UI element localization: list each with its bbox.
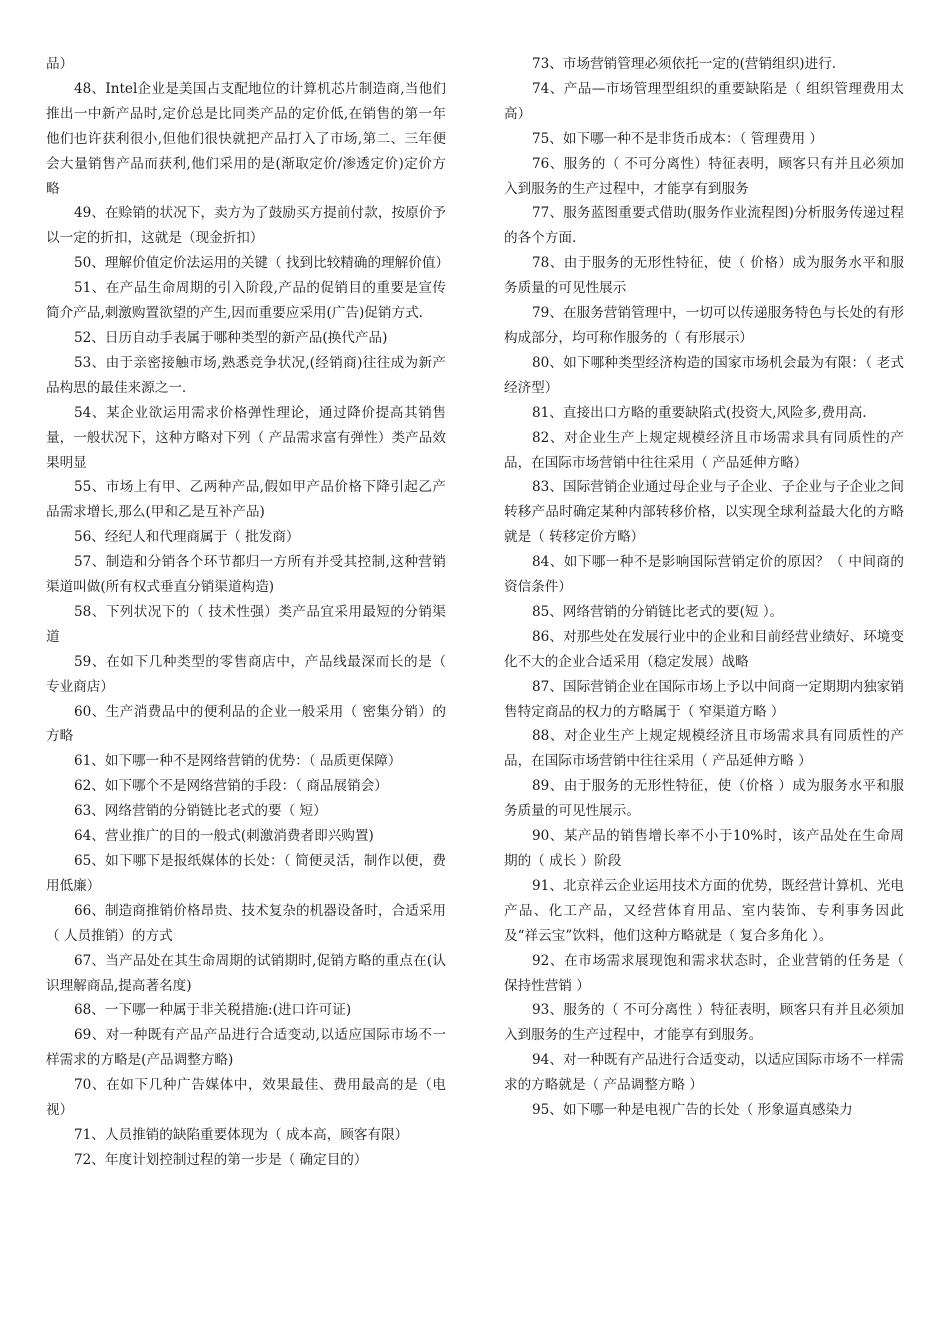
question-item: 91、北京祥云企业运用技术方面的优势，既经营计算机、光电产品、化工产品，又经营体育用品、室内装饰、专利事务因此及“祥云宝”饮料，他们这种方略就是（ 复合多角化 ）。: [504, 877, 904, 944]
question-item: 59、在如下几种类型的零售商店中，产品线最深而长的是（ 专业商店）: [46, 653, 446, 695]
question-item: 84、如下哪一种不是影响国际营销定价的原因？（ 中间商的资信条件）: [504, 554, 904, 596]
question-item: 64、营业推广的目的一般式(刺激消费者即兴购置): [74, 828, 374, 845]
question-item: 92、在市场需求展现饱和需求状态时，企业营销的任务是（ 保持性营销 ）: [504, 952, 904, 994]
question-item: 52、日历自动手表属于哪种类型的新产品(换代产品): [74, 329, 388, 346]
question-item: 80、如下哪种类型经济构造的国家市场机会最为有限：（ 老式经济型）: [504, 354, 904, 396]
question-item: 85、网络营销的分销链比老式的要(短 ）。: [532, 603, 784, 620]
question-item: 77、服务蓝图重要式借助(服务作业流程图)分析服务传递过程的各个方面.: [504, 205, 904, 247]
question-item: 49、在赊销的状况下，卖方为了鼓励买方提前付款，按原价予以一定的折扣，这就是（现金折扣）: [46, 205, 446, 247]
question-item: 50、理解价值定价法运用的关键（ 找到比较精确的理解价值）: [74, 255, 450, 272]
question-item: 68、一下哪一种属于非关税措施:(进口许可证): [74, 1002, 352, 1019]
question-item: 82、对企业生产上规定规模经济且市场需求具有同质性的产品，在国际市场营销中往往采用（ 产品延伸方略）: [504, 429, 904, 471]
question-item: 53、由于亲密接触市场,熟悉竞争状况,(经销商)往往成为新产品构思的最佳来源之一.: [46, 354, 446, 396]
question-item: 72、年度计划控制过程的第一步是（ 确定目的）: [74, 1151, 368, 1168]
question-item: 87、国际营销企业在国际市场上予以中间商一定期期内独家销售特定商品的权力的方略属于（ 窄渠道方略 ）: [504, 678, 904, 720]
question-item: 69、对一种既有产品产品进行合适变动,以适应国际市场不一样需求的方略是(产品调整方略): [46, 1027, 446, 1069]
question-item: 95、如下哪一种是电视广告的长处（ 形象逼真感染力: [532, 1102, 853, 1119]
question-item: 76、服务的（ 不可分离性）特征表明，顾客只有并且必须加入到服务的生产过程中，才能享有到服务: [504, 155, 904, 197]
question-item: 74、产品—市场管理型组织的重要缺陷是（ 组织管理费用太高）: [504, 80, 904, 122]
question-item: 79、在服务营销管理中，一切可以传递服务特色与长处的有形构成部分，均可称作服务的（ 有形展示）: [504, 305, 904, 346]
question-item: 71、人员推销的缺陷重要体现为（ 成本高，顾客有限）: [74, 1126, 409, 1143]
question-item: 63、网络营销的分销链比老式的要（ 短）: [74, 803, 327, 820]
question-item: 56、经纪人和代理商属于（ 批发商）: [74, 529, 300, 546]
question-item: 75、如下哪一种不是非货币成本：（ 管理费用 ）: [532, 130, 824, 147]
question-item: 70、在如下几种广告媒体中，效果最佳、费用最高的是（电视）: [46, 1077, 446, 1119]
right-column: [504, 52, 904, 1123]
question-item: 48、Intel企业是美国占支配地位的计算机芯片制造商,当他们推出一中新产品时,定价总是比同类产品的定价低,在销售的第一年他们也许获利很小,但他们很快就把产品打入了市场,第二、三年便会大量销售产品而获利,他们采用的是(渐取定价/渗透定价)定价方略: [46, 80, 446, 197]
question-item: 51、在产品生命周期的引入阶段,产品的促销目的重要是宣传简介产品,刺激购置欲望的产生,因而重要应采用(广告)促销方式.: [46, 280, 446, 322]
question-item: 60、生产消费品中的便利品的企业一般采用（ 密集分销）的方略: [46, 703, 446, 745]
question-item: 83、国际营销企业通过母企业与子企业、子企业与子企业之间转移产品时确定某种内部转移价格，以实现全球利益最大化的方略就是（ 转移定价方略）: [504, 479, 904, 546]
question-item: 88、对企业生产上规定规模经济且市场需求具有同质性的产品，在国际市场营销中往往采用（ 产品延伸方略 ）: [504, 728, 904, 770]
question-item: 品）: [46, 56, 74, 72]
question-item: 61、如下哪一种不是网络营销的优势：（ 品质更保障）: [74, 753, 402, 770]
question-item: 78、由于服务的无形性特征，使（ 价格）成为服务水平和服务质量的可见性展示: [504, 255, 904, 297]
question-item: 54、某企业欲运用需求价格弹性理论，通过降价提高其销售量，一般状况下，这种方略对下列（ 产品需求富有弹性）类产品效果明显: [46, 404, 446, 471]
left-column: [46, 52, 450, 1173]
question-item: 93、服务的（ 不可分离性 ）特征表明，顾客只有并且必须加入到服务的生产过程中，才能享有到服务。: [504, 1002, 904, 1044]
question-item: 94、对一种既有产品进行合适变动，以适应国际市场不一样需求的方略就是（ 产品调整方略 ）: [504, 1052, 904, 1094]
question-item: 66、制造商推销价格昂贵、技术复杂的机器设备时，合适采用（ 人员推销）的方式: [46, 902, 446, 944]
question-item: 67、当产品处在其生命周期的试销期时,促销方略的重点在(认识理解商品,提高著名度): [46, 952, 446, 994]
question-item: 90、某产品的销售增长率不小于10%时，该产品处在生命周期的（ 成长 ）阶段: [504, 828, 904, 869]
question-item: 62、如下哪个不是网络营销的手段：（ 商品展销会）: [74, 778, 388, 795]
question-item: 89、由于服务的无形性特征，使（价格 ）成为服务水平和服务质量的可见性展示。: [504, 778, 904, 820]
question-item: 73、市场营销管理必须依托一定的(营销组织)进行.: [532, 56, 837, 72]
question-item: 86、对那些处在发展行业中的企业和目前经营业绩好、环境变化不大的企业合适采用（稳定发展）战略: [504, 628, 904, 670]
question-item: 65、如下哪下是报纸媒体的长处：（ 简便灵活，制作以便，费用低廉）: [46, 853, 446, 894]
question-item: 55、市场上有甲、乙两种产品,假如甲产品价格下降引起乙产品需求增长,那么(甲和乙是互补产品): [46, 479, 446, 521]
question-item: 57、制造和分销各个环节都归一方所有并受其控制,这种营销渠道叫做(所有权式垂直分销渠道构造): [46, 554, 446, 596]
question-item: 58、下列状况下的（ 技术性强）类产品宜采用最短的分销渠道: [46, 603, 446, 645]
question-item: 81、直接出口方略的重要缺陷式(投资大,风险多,费用高.: [532, 404, 867, 421]
